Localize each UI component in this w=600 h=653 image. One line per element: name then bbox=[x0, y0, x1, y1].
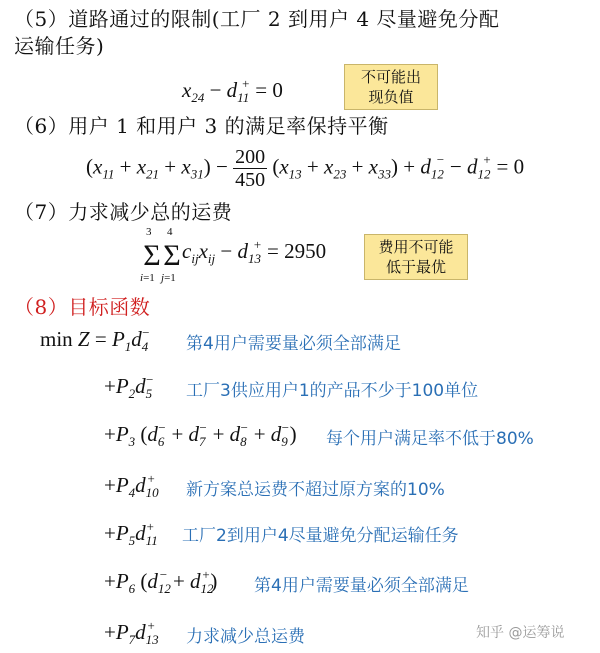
objective-term-4: $+P_4d_{10}^+$ bbox=[104, 471, 159, 500]
watermark: 知乎 @运筹说 bbox=[476, 625, 565, 641]
section5-heading-line1: （5）道路通过的限制(工厂 2 到用户 4 尽量避免分配 bbox=[14, 7, 500, 31]
objective-note-6: 第4用户需要量必须全部满足 bbox=[254, 576, 469, 596]
objective-term-1: $\min Z = P_1d_4^-$ bbox=[40, 325, 151, 354]
section6-heading: （6）用户 1 和用户 3 的满足率保持平衡 bbox=[14, 114, 389, 138]
section5-note: 不可能出 现负值 bbox=[344, 64, 438, 110]
objective-note-5: 工厂2到用户4尽量避免分配运输任务 bbox=[182, 526, 459, 546]
objective-note-2: 工厂3供应用户1的产品不少于100单位 bbox=[186, 381, 479, 401]
objective-note-7: 力求减少总运费 bbox=[186, 627, 305, 647]
objective-term-5: $+P_5d_{11}^+$ bbox=[104, 519, 158, 548]
objective-note-3: 每个用户满足率不低于80% bbox=[326, 429, 534, 449]
objective-note-4: 新方案总运费不超过原方案的10% bbox=[186, 480, 445, 500]
section7-equation: 3 Σ i=1 4 Σ j=1 $c_{ij}x_{ij} - d_{13}^+ = 2950$ bbox=[140, 226, 327, 284]
objective-term-2: $+P_2d_5^-$ bbox=[104, 372, 154, 401]
section7-note: 费用不可能 低于最优 bbox=[364, 234, 468, 280]
section6-equation: $(x_{11} + x_{21} + x_{31})$ − $\frac{200}{450}$ $(x_{13} + x_{23} + x_{33}) + d_{12}^- - d_{12}^+ = 0$ bbox=[86, 146, 525, 191]
section7-heading: （7）力求减少总的运费 bbox=[14, 200, 233, 224]
section5-equation: $x_{24} - d_{11}^+ = 0$ bbox=[182, 76, 283, 105]
section5-heading-line2: 运输任务) bbox=[14, 34, 105, 58]
objective-term-6: $+P_6$ $(d_{12}^- + d_{12}^+)$ bbox=[104, 567, 218, 596]
objective-term-7: $+P_7d_{13}^+$ bbox=[104, 618, 159, 647]
objective-term-3: $+P_3$ $(d_6^- + d_7^- + d_8^- + d_9^-)$ bbox=[104, 420, 297, 449]
objective-note-1: 第4用户需要量必须全部满足 bbox=[186, 334, 401, 354]
section8-heading: （8）目标函数 bbox=[14, 295, 151, 319]
